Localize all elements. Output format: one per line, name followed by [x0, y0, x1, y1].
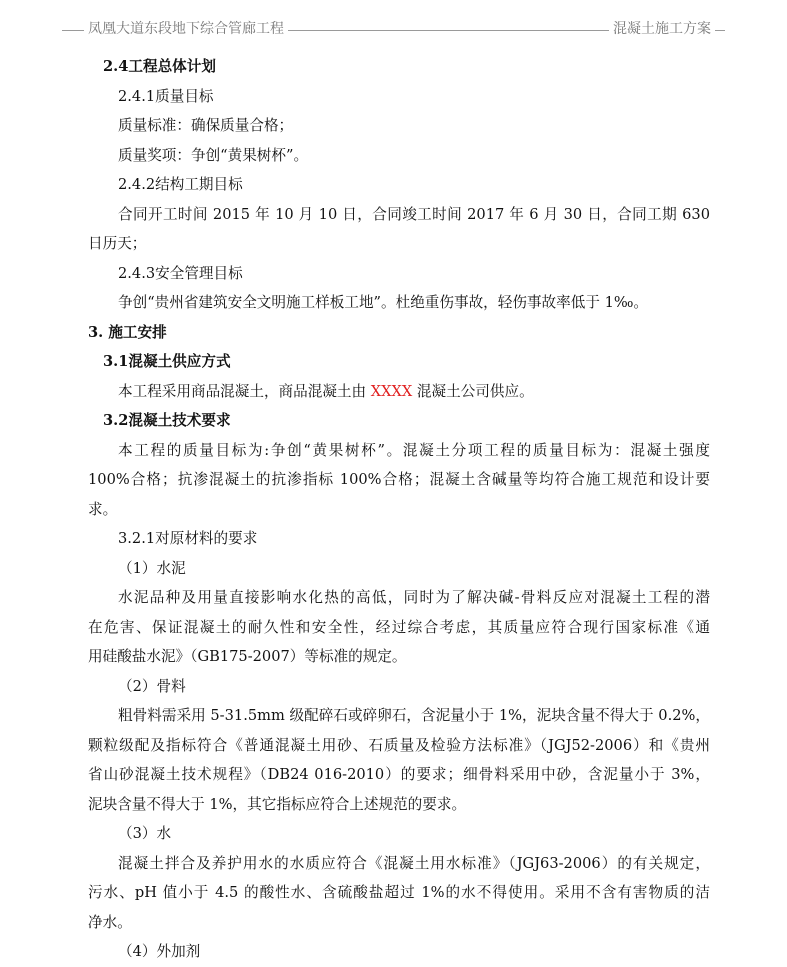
tech-text-line-1: 本工程的质量目标为:争创“黄果树杯”。混凝土分项工程的质量目标为：混凝土强度 [118, 441, 710, 459]
heading-3-2-1: 3.2.1对原材料的要求 [118, 530, 258, 547]
aggregate-text-line-2: 颗粒级配及指标符合《普通混凝土用砂、石质量及检验方法标准》（JGJ52-2006）和《贵州 [88, 736, 710, 754]
tech-text-line-3: 求。 [88, 500, 118, 518]
heading-3-1: 3.1混凝土供应方式 [103, 353, 231, 370]
admixture-title: （4）外加剂 [118, 943, 201, 960]
document-body [88, 52, 710, 960]
water-title: （3）水 [118, 825, 172, 842]
heading-2-4-2: 2.4.2结构工期目标 [118, 176, 243, 193]
water-text-line-1: 混凝土拌合及养护用水的水质应符合《混凝土用水标准》（JGJ63-2006）的有关规定， [118, 854, 710, 872]
aggregate-text-line-4: 泥块含量不得大于 1%，其它指标应符合上述规范的要求。 [88, 795, 467, 813]
schedule-text-line-2: 日历天； [88, 235, 147, 252]
cement-text-line-3: 用硅酸盐水泥》（GB175-2007）等标准的规定。 [88, 648, 407, 665]
heading-3-2: 3.2混凝土技术要求 [103, 412, 231, 429]
supply-text-end: 混凝土公司供应。 [412, 382, 534, 400]
header-document-title: 混凝土施工方案 [609, 18, 715, 40]
cement-text-line-1: 水泥品种及用量直接影响水化热的高低，同时为了解决碱-骨料反应对混凝土工程的潜 [118, 589, 710, 606]
header-project-name: 凤凰大道东段地下综合管廊工程 [84, 18, 288, 40]
page-header [0, 0, 787, 40]
cement-title: （1）水泥 [118, 559, 186, 577]
safety-target-text: 争创“贵州省建筑安全文明施工样板工地”。杜绝重伤事故，轻伤事故率低于 1‰。 [118, 294, 649, 311]
aggregate-text-line-3: 省山砂混凝土技术规程》（DB24 016-2010）的要求；细骨料采用中砂，含泥量小于 3%， [88, 766, 710, 783]
heading-3: 3. 施工安排 [88, 323, 167, 341]
supplier-name-placeholder: XXXX [370, 382, 413, 400]
supply-text [88, 377, 710, 407]
heading-2-4-1: 2.4.1质量目标 [118, 87, 214, 105]
schedule-text-line-1: 合同开工时间 2015 年 10 月 10 日，合同竣工时间 2017 年 6 月 30 日，合同工期 630 [118, 205, 710, 223]
heading-2-4: 2.4工程总体计划 [103, 58, 216, 75]
tech-text-line-2: 100%合格；抗渗混凝土的抗渗指标 100%合格；混凝土含碱量等均符合施工规范和设计要 [88, 471, 710, 488]
water-text-line-3: 净水。 [88, 913, 132, 931]
quality-award-text: 质量奖项：争创“黄果树杯”。 [118, 146, 309, 164]
supply-text-start: 本工程采用商品混凝土，商品混凝土由 [118, 382, 371, 400]
cement-text-line-2: 在危害、保证混凝土的耐久性和安全性，经过综合考虑，其质量应符合现行国家标准《通 [88, 618, 710, 636]
aggregate-title: （2）骨料 [118, 677, 186, 695]
aggregate-text-line-1: 粗骨料需采用 5-31.5mm 级配碎石或碎卵石，含泥量小于 1%，泥块含量不得大于 0.2%， [118, 707, 710, 724]
heading-2-4-3: 2.4.3安全管理目标 [118, 264, 243, 282]
quality-standard-text: 质量标准：确保质量合格； [118, 117, 294, 134]
water-text-line-2: 污水、pH 值小于 4.5 的酸性水、含硫酸盐超过 1%的水不得使用。采用不含有害物质的洁 [88, 884, 710, 901]
